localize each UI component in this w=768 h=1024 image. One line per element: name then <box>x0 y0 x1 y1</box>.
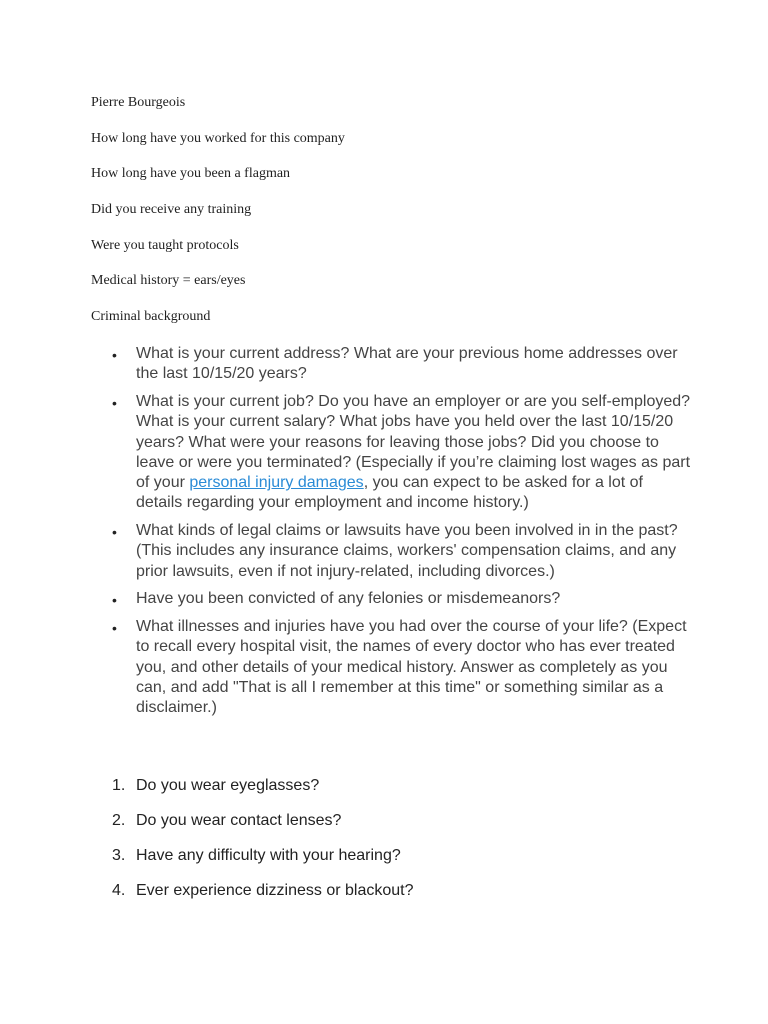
bullet-text: What is your current job? Do you have an employer or are you self-employed? What is your current salary? What jobs have you held over the last 10/15/20 years? What were your reasons for leaving those jobs? Did you choose to leave or were you terminated? (Especially if you’re claiming lost wages as part of your <box>136 392 691 492</box>
list-item <box>91 392 691 514</box>
list-item <box>91 811 691 831</box>
bullet-text: What is your current address? What are your previous home addresses over the last 10/15/20 years? <box>136 345 678 383</box>
list-number: 2. <box>112 812 126 829</box>
list-item <box>91 521 691 582</box>
question-line: Were you taught protocols <box>91 238 239 253</box>
bullet-marker: • <box>112 620 117 637</box>
bullet-list <box>91 344 691 726</box>
medical-history-line: Medical history = ears/eyes <box>91 273 246 288</box>
bullet-marker: • <box>112 347 117 363</box>
bullet-marker: • <box>112 524 117 541</box>
list-item <box>91 344 691 385</box>
personal-injury-damages-link[interactable]: personal injury damages <box>189 474 364 492</box>
list-number: 1. <box>112 777 126 794</box>
question-line: How long have you been a flagman <box>91 166 291 181</box>
list-item-text: Ever experience dizziness or blackout? <box>136 882 414 899</box>
question-line: Did you receive any training <box>91 202 252 217</box>
list-item <box>91 846 691 866</box>
list-item <box>91 589 691 609</box>
list-item-text: Do you wear eyeglasses? <box>136 777 320 794</box>
list-item <box>91 776 691 796</box>
list-number: 3. <box>112 847 126 864</box>
numbered-list <box>91 776 691 916</box>
list-item-text: Have any difficulty with your hearing? <box>136 847 401 864</box>
list-item <box>91 881 691 901</box>
author-name: Pierre Bourgeois <box>91 95 186 110</box>
bullet-text: What kinds of legal claims or lawsuits have you been involved in in the past? (This includes any insurance claims, workers' compensation claims, and any prior lawsuits, even if not injury-related, including divorces.) <box>136 522 678 580</box>
bullet-marker: • <box>112 394 117 411</box>
list-number: 4. <box>112 882 126 899</box>
list-item <box>91 617 691 718</box>
list-item-text: Do you wear contact lenses? <box>136 812 342 829</box>
bullet-text: Have you been convicted of any felonies or misdemeanors? <box>136 590 561 608</box>
bullet-marker: • <box>112 592 117 609</box>
bullet-text: What illnesses and injuries have you had over the course of your life? (Expect to recall every hospital visit, the names of every doctor who has ever treated you, and other details of your medical history. Answer as completely as you can, and add "That is all I remember at this time" or something similar as a disclaimer.) <box>136 618 687 717</box>
bullet-text: , you can expect to be asked for a lot of details regarding your employment and income history.) <box>136 474 643 512</box>
criminal-background-line: Criminal background <box>91 309 211 324</box>
question-line: How long have you worked for this company <box>91 131 345 146</box>
